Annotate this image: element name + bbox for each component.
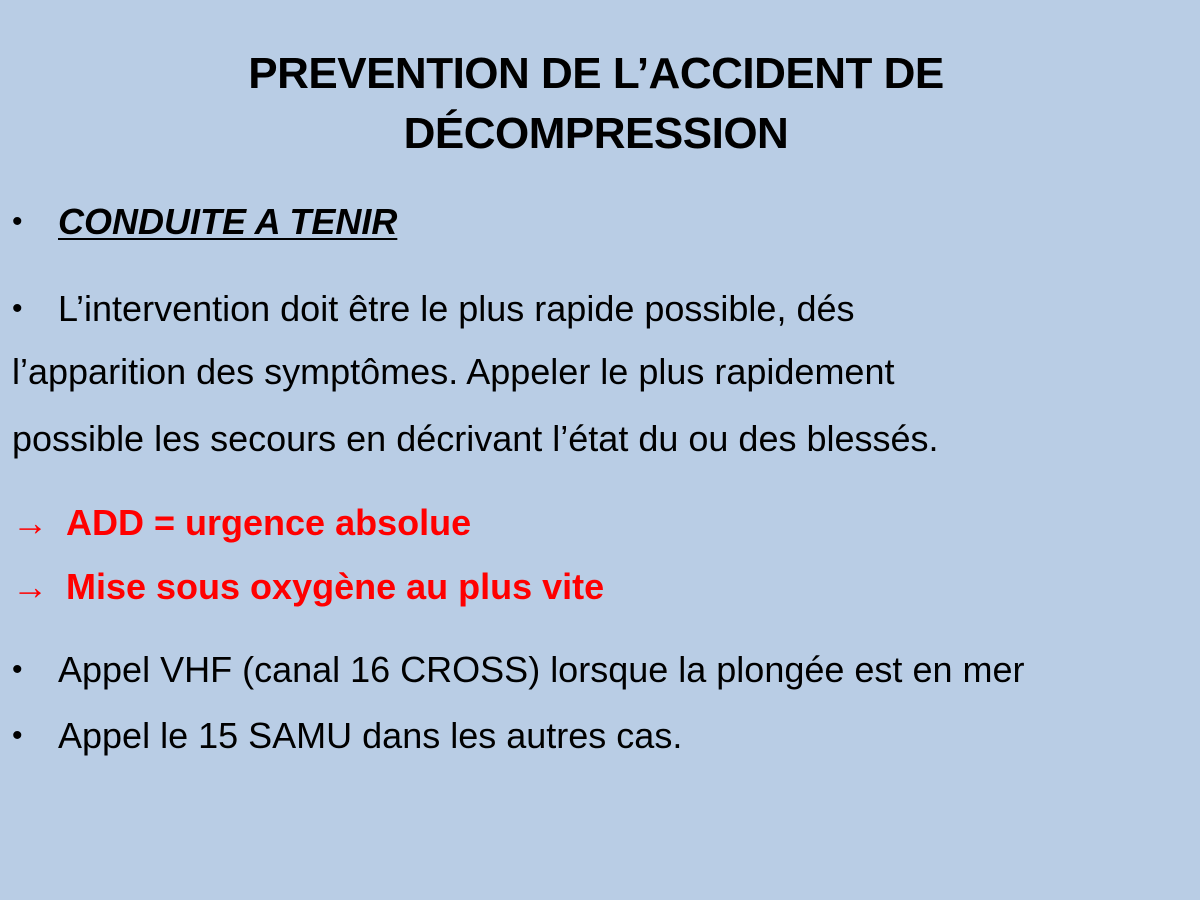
section-heading: CONDUITE A TENIR (58, 201, 398, 242)
call-item-samu (12, 714, 682, 758)
emphasis-item-oxygene (12, 565, 604, 609)
title-line-2: DÉCOMPRESSION (403, 109, 789, 158)
bullet-icon: • (12, 719, 23, 752)
call-text-vhf: Appel VHF (canal 16 CROSS) lorsque la plongée est en mer (58, 649, 1025, 690)
paragraph-line-3: possible les secours en décrivant l’état du ou des blessés. (12, 418, 939, 459)
emphasis-text-oxygene: Mise sous oxygène au plus vite (66, 566, 605, 607)
paragraph-line-1-item (12, 287, 855, 331)
bullet-icon: • (12, 292, 23, 325)
bullet-icon: • (12, 205, 23, 238)
heading-item (12, 200, 397, 244)
call-item-vhf (12, 648, 1024, 692)
emphasis-text-urgence: ADD = urgence absolue (66, 502, 472, 543)
bullet-icon: • (12, 653, 23, 686)
emphasis-item-urgence (12, 501, 471, 545)
paragraph-line-1: L’intervention doit être le plus rapide possible, dés (58, 288, 855, 329)
call-text-samu: Appel le 15 SAMU dans les autres cas. (58, 715, 683, 756)
paragraph-line-2: l’apparition des symptômes. Appeler le plus rapidement (12, 351, 895, 392)
arrow-right-icon: → (12, 566, 48, 607)
title-line-1: PREVENTION DE L’ACCIDENT DE (248, 49, 944, 98)
arrow-right-icon: → (12, 502, 48, 543)
slide-title (0, 44, 1192, 164)
